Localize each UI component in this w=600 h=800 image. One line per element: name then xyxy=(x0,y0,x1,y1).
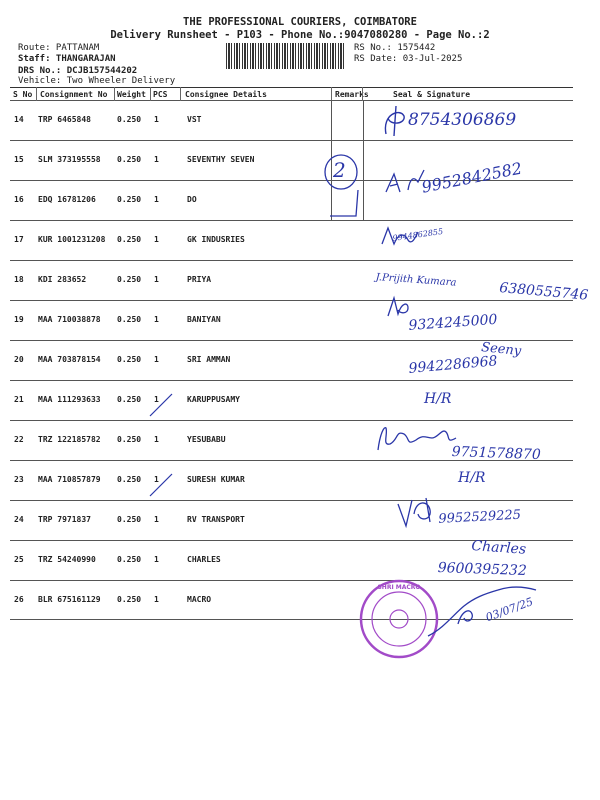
row-consignee: SURESH KUMAR xyxy=(187,475,245,484)
row-weight: 0.250 xyxy=(117,395,142,404)
signature-scribble xyxy=(396,494,438,530)
row-sno: 24 xyxy=(14,515,24,524)
row-sno: 26 xyxy=(14,595,24,604)
header-divider xyxy=(331,87,332,101)
row-sno: 16 xyxy=(14,195,24,204)
row-sno: 23 xyxy=(14,475,24,484)
signature-phone: 6380555746 xyxy=(498,280,589,304)
header-top-rule xyxy=(10,87,573,88)
signature-initials: H/R xyxy=(424,391,452,407)
row-pcs: 1 xyxy=(154,595,159,604)
row-consignee: MACRO xyxy=(187,595,212,604)
signature-phone: 9324245000 xyxy=(408,311,498,334)
signature-scribble xyxy=(380,104,410,138)
vehicle-label: Vehicle: Two Wheeler Delivery xyxy=(18,76,176,86)
row-sno: 18 xyxy=(14,275,24,284)
row-consignee: CHARLES xyxy=(187,555,221,564)
table-row xyxy=(0,461,600,501)
staff-label: Staff: THANGARAJAN xyxy=(18,54,116,64)
row-pcs: 1 xyxy=(154,475,159,484)
row-consignment: MAA 111293633 xyxy=(38,395,101,404)
row-weight: 0.250 xyxy=(117,355,142,364)
row-consignee: RV TRANSPORT xyxy=(187,515,245,524)
row-pcs: 1 xyxy=(154,555,159,564)
row-sno: 17 xyxy=(14,235,24,244)
signature-phone: 9952529225 xyxy=(438,507,522,527)
row-consignment: MAA 710038878 xyxy=(38,315,101,324)
row-consignment: MAA 703878154 xyxy=(38,355,101,364)
col-sno: S No xyxy=(13,90,33,99)
table-row xyxy=(0,181,600,221)
row-consignment: TRP 7971837 xyxy=(38,515,91,524)
row-weight: 0.250 xyxy=(117,475,142,484)
row-pcs: 1 xyxy=(154,195,159,204)
table-row xyxy=(0,221,600,261)
row-consignment: BLR 675161129 xyxy=(38,595,101,604)
row-pcs: 1 xyxy=(154,275,159,284)
signature-phone: 8754306869 xyxy=(408,110,517,130)
row-consignment: KUR 1001231208 xyxy=(38,235,106,244)
row-consignment: TRZ 54240990 xyxy=(38,555,96,564)
signature-phone: 9751578870 xyxy=(451,444,542,464)
rs-number: RS No.: 1575442 xyxy=(354,43,436,53)
row-consignee: PRIYA xyxy=(187,275,212,284)
drs-number: DRS No.: DCJB157544202 xyxy=(18,66,138,76)
remark-circle-text: 2 xyxy=(333,158,346,182)
row-weight: 0.250 xyxy=(117,315,142,324)
row-weight: 0.250 xyxy=(117,235,142,244)
stamp-text: SHRI MACRO xyxy=(377,584,421,591)
row-weight: 0.250 xyxy=(117,195,142,204)
table-row xyxy=(0,381,600,421)
row-weight: 0.250 xyxy=(117,595,142,604)
signature-name: J.Prijith Kumara xyxy=(375,272,457,289)
row-weight: 0.250 xyxy=(117,155,142,164)
signature-phone: 9944862855 xyxy=(392,226,444,243)
runsheet-title: Delivery Runsheet - P103 - Phone No.:9047080280 - Page No.:2 xyxy=(110,29,490,41)
row-consignee: KARUPPUSAMY xyxy=(187,395,240,404)
signature-phone: 9600395232 xyxy=(437,560,528,580)
row-sno: 15 xyxy=(14,155,24,164)
row-consignment: SLM 373195558 xyxy=(38,155,101,164)
rs-date: RS Date: 03-Jul-2025 xyxy=(354,54,463,64)
row-consignee: BANIYAN xyxy=(187,315,221,324)
row-consignee: GK INDUSRIES xyxy=(187,235,245,244)
row-consignment: TRP 6465848 xyxy=(38,115,91,124)
row-weight: 0.250 xyxy=(117,115,142,124)
signature-initials: H/R xyxy=(458,470,486,486)
signature-name: Seeny xyxy=(480,340,522,360)
row-sno: 14 xyxy=(14,115,24,124)
row-pcs: 1 xyxy=(154,355,159,364)
row-consignee: VST xyxy=(187,115,202,124)
row-weight: 0.250 xyxy=(117,555,142,564)
row-pcs: 1 xyxy=(154,155,159,164)
row-consignee: DO xyxy=(187,195,197,204)
row-sno: 21 xyxy=(14,395,24,404)
col-seal-signature: Seal & Signature xyxy=(393,90,471,99)
row-consignee: SRI AMMAN xyxy=(187,355,231,364)
tick-mark xyxy=(148,472,178,502)
header-divider xyxy=(36,87,37,101)
row-consignment: KDI 283652 xyxy=(38,275,87,284)
barcode xyxy=(226,43,344,69)
row-weight: 0.250 xyxy=(117,515,142,524)
company-title: THE PROFESSIONAL COURIERS, COIMBATORE xyxy=(183,16,417,28)
row-consignment: TRZ 122185782 xyxy=(38,435,101,444)
col-weight: Weight xyxy=(117,90,146,99)
signature-name: Charles xyxy=(470,538,527,558)
row-consignment: EDQ 16781206 xyxy=(38,195,96,204)
row-consignee: YESUBABU xyxy=(187,435,226,444)
row-pcs: 1 xyxy=(154,115,159,124)
col-remarks: Remarks xyxy=(335,90,369,99)
row-sno: 22 xyxy=(14,435,24,444)
row-pcs: 1 xyxy=(154,235,159,244)
row-consignee: SEVENTHY SEVEN xyxy=(187,155,255,164)
row-pcs: 1 xyxy=(154,515,159,524)
table-row xyxy=(0,301,600,341)
route-label: Route: PATTANAM xyxy=(18,43,100,53)
row-pcs: 1 xyxy=(154,435,159,444)
col-consignment: Consignment No xyxy=(40,90,108,99)
header-divider xyxy=(362,87,363,101)
row-pcs: 1 xyxy=(154,315,159,324)
header-divider xyxy=(180,87,181,101)
col-pcs: PCS xyxy=(153,90,168,99)
tick-mark xyxy=(148,392,178,422)
signature-date: 03/07/25 xyxy=(484,595,535,625)
row-weight: 0.250 xyxy=(117,435,142,444)
signature-phone: 9952842582 xyxy=(420,158,524,197)
row-sno: 20 xyxy=(14,355,24,364)
header-divider xyxy=(150,87,151,101)
row-sno: 19 xyxy=(14,315,24,324)
signature-phone: 9942286968 xyxy=(408,353,499,377)
header-divider xyxy=(114,87,115,101)
row-sno: 25 xyxy=(14,555,24,564)
row-weight: 0.250 xyxy=(117,275,142,284)
row-pcs: 1 xyxy=(154,395,159,404)
col-consignee: Consignee Details xyxy=(185,90,267,99)
row-consignment: MAA 710857879 xyxy=(38,475,101,484)
